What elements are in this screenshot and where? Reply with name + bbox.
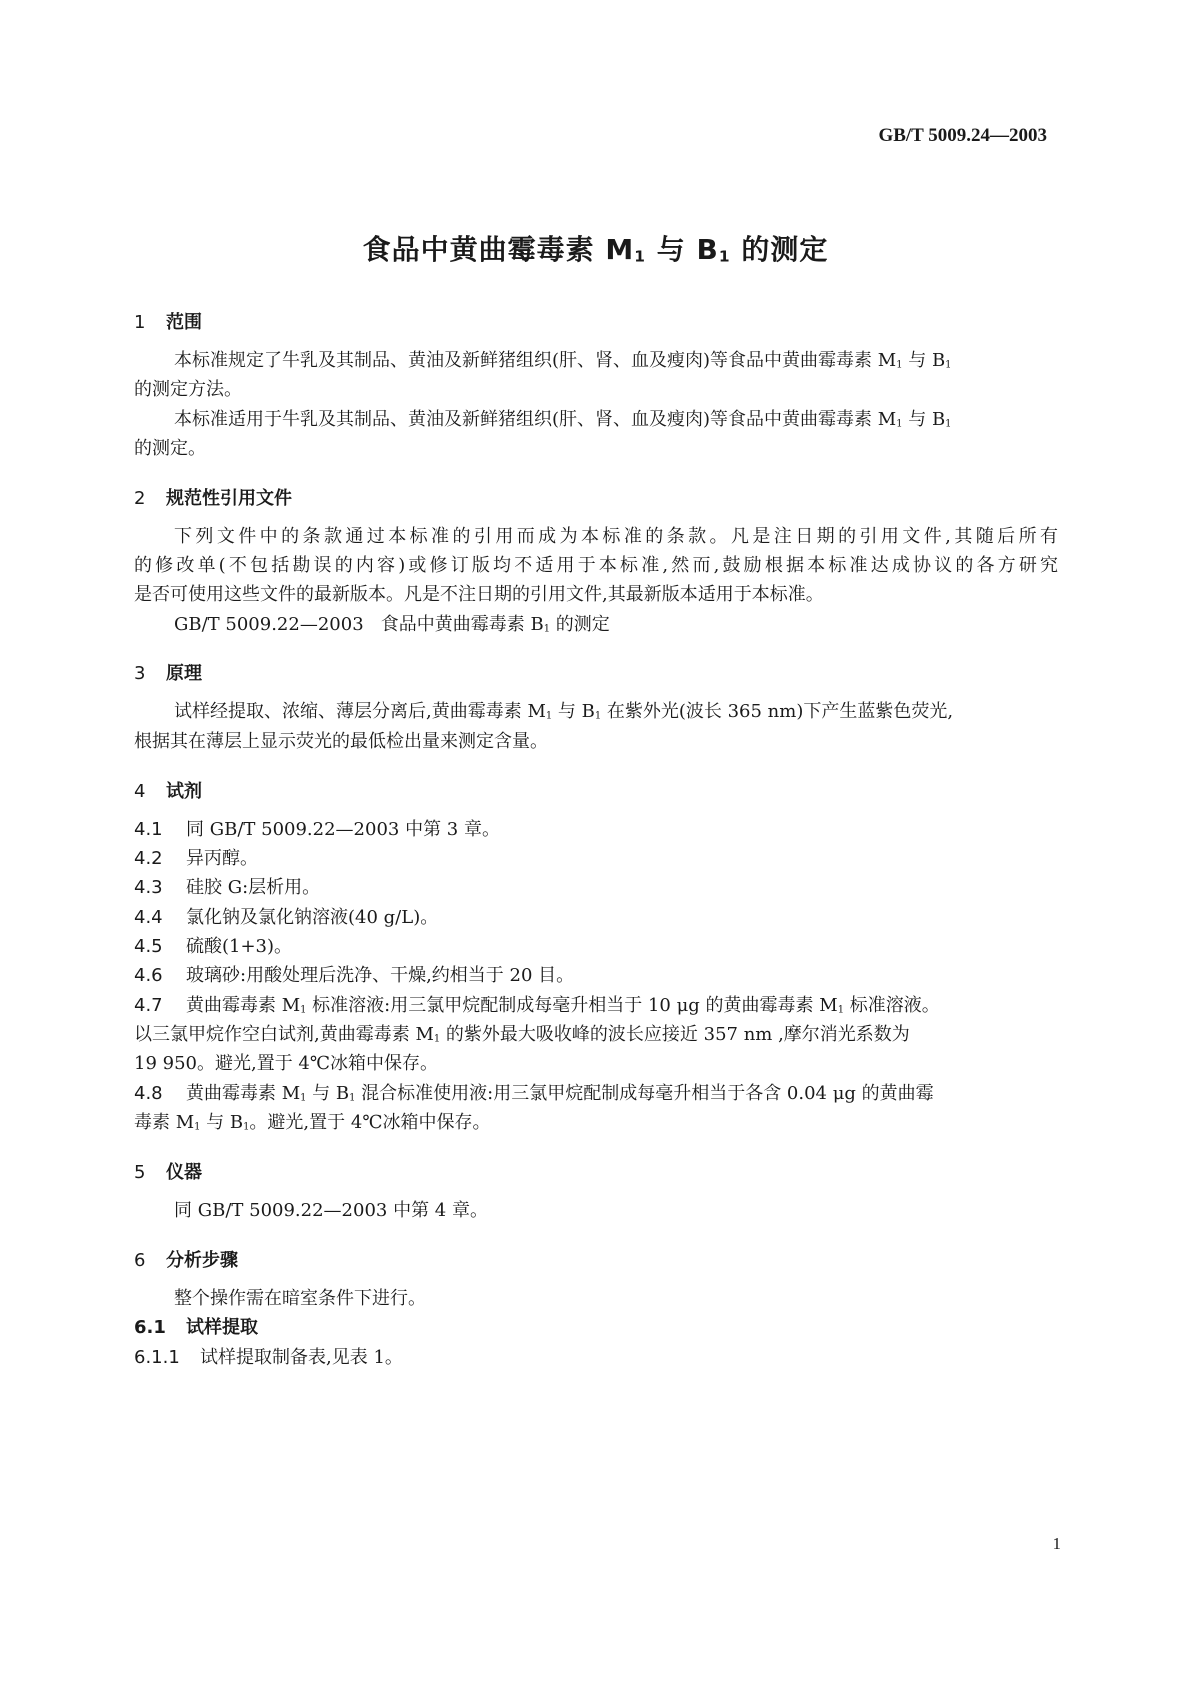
clause-number: 4.5 xyxy=(134,936,163,957)
paragraph-line xyxy=(174,349,1058,377)
section-number: 3 xyxy=(134,663,146,684)
section-number: 6 xyxy=(134,1250,146,1271)
page-number: 1 xyxy=(1052,1534,1061,1553)
title-subscript: 1 xyxy=(718,247,731,266)
section-title: 分析步骤 xyxy=(166,1250,238,1271)
subscript: 1 xyxy=(300,1092,307,1104)
clause-number: 6.1 xyxy=(134,1317,166,1338)
text-run: 与 B xyxy=(200,1112,244,1133)
clause-item xyxy=(134,1346,1058,1370)
clause-number: 4.2 xyxy=(134,848,163,869)
text-run: 。避光,置于 4℃冰箱中保存。 xyxy=(249,1112,491,1133)
clause-text: 硫酸(1+3)。 xyxy=(186,936,293,957)
text-run: 毒素 M xyxy=(134,1112,195,1133)
clause-item xyxy=(134,906,1058,930)
paragraph-line xyxy=(134,1023,1058,1051)
clause-number: 4.7 xyxy=(134,995,163,1016)
section-title: 仪器 xyxy=(166,1162,202,1183)
subscript: 1 xyxy=(300,1004,307,1016)
subscript: 1 xyxy=(194,1121,201,1133)
paragraph-line xyxy=(174,700,1058,728)
section-heading-apparatus xyxy=(134,1158,202,1184)
clause-item xyxy=(134,1082,1058,1110)
section-number: 5 xyxy=(134,1162,146,1183)
clause-item xyxy=(134,935,1058,959)
clause-text: 试样提取制备表,见表 1。 xyxy=(200,1347,403,1368)
text-run: 混合标准使用液:用三氯甲烷配制成每毫升相当于各含 0.04 μg 的黄曲霉 xyxy=(355,1083,934,1104)
paragraph-line: 19 950。避光,置于 4℃冰箱中保存。 xyxy=(134,1053,439,1074)
section-heading-reagents xyxy=(134,777,202,803)
subsection-title: 试样提取 xyxy=(186,1317,258,1338)
paragraph-line: 根据其在薄层上显示荧光的最低检出量来测定含量。 xyxy=(134,731,548,752)
subscript: 1 xyxy=(896,359,903,371)
paragraph-line xyxy=(134,1111,1058,1139)
text-run: 试样经提取、浓缩、薄层分离后,黄曲霉毒素 M xyxy=(174,701,546,722)
section-title: 范围 xyxy=(166,312,202,333)
clause-text: 玻璃砂:用酸处理后洗净、干燥,约相当于 20 目。 xyxy=(186,965,575,986)
clause-item xyxy=(134,994,1058,1022)
text-run: 与 B xyxy=(552,701,595,722)
text-run: 在紫外光(波长 365 nm)下产生蓝紫色荧光, xyxy=(601,701,954,722)
clause-item xyxy=(134,876,1058,900)
clause-item xyxy=(134,818,1058,842)
subscript: 1 xyxy=(945,359,952,371)
subscript: 1 xyxy=(433,1033,441,1045)
paragraph-line xyxy=(174,408,1058,436)
clause-number: 4.4 xyxy=(134,907,163,928)
subscript: 1 xyxy=(349,1092,356,1104)
title-part: 食品中黄曲霉毒素 M xyxy=(362,233,635,266)
section-title: 原理 xyxy=(166,663,202,684)
text-run: 黄曲霉毒素 M xyxy=(186,995,301,1016)
subsection-heading xyxy=(134,1316,1058,1340)
clause-number: 6.1.1 xyxy=(134,1347,180,1368)
text-run: 与 B xyxy=(902,409,946,430)
text-run: 黄曲霉毒素 M xyxy=(186,1083,301,1104)
text-run: 本标准适用于牛乳及其制品、黄油及新鲜猪组织(肝、肾、血及瘦肉)等食品中黄曲霉毒素 M xyxy=(174,409,897,430)
subscript: 1 xyxy=(945,418,952,430)
text-run: 标准溶液:用三氯甲烷配制成每毫升相当于 10 μg 的黄曲霉毒素 M xyxy=(306,995,838,1016)
clause-text: 氯化钠及氯化钠溶液(40 g/L)。 xyxy=(186,907,439,928)
subscript: 1 xyxy=(837,1004,844,1016)
title-part: 与 B xyxy=(646,233,719,266)
reference-entry xyxy=(174,613,1058,641)
text-run: 本标准规定了牛乳及其制品、黄油及新鲜猪组织(肝、肾、血及瘦肉)等食品中黄曲霉毒素 M xyxy=(174,350,897,371)
section-heading-procedure xyxy=(134,1246,238,1272)
text-run: 以三氯甲烷作空白试剂,黄曲霉毒素 M xyxy=(134,1024,434,1045)
clause-number: 4.8 xyxy=(134,1083,163,1104)
paragraph-line: 的测定方法。 xyxy=(134,379,242,400)
clause-number: 4.6 xyxy=(134,965,163,986)
subscript: 1 xyxy=(243,1121,250,1133)
standard-number: GB/T 5009.24—2003 xyxy=(878,125,1047,146)
section-title: 规范性引用文件 xyxy=(166,488,292,509)
paragraph-line: 的测定。 xyxy=(134,438,206,459)
text-run: GB/T 5009.22—2003 食品中黄曲霉毒素 B xyxy=(174,614,544,635)
title-subscript: 1 xyxy=(634,247,647,266)
subscript: 1 xyxy=(545,710,553,722)
title-part: 的测定 xyxy=(730,233,829,266)
paragraph-line: 整个操作需在暗室条件下进行。 xyxy=(174,1288,426,1309)
section-heading-scope xyxy=(134,308,202,334)
clause-number: 4.1 xyxy=(134,819,163,840)
subscript: 1 xyxy=(543,623,551,635)
text-run: 标准溶液。 xyxy=(843,995,940,1016)
clause-item xyxy=(134,964,1058,988)
document-title xyxy=(0,228,1191,268)
section-heading-normative-references xyxy=(134,484,292,510)
text-run: 的测定 xyxy=(550,614,610,635)
section-number: 4 xyxy=(134,781,146,802)
section-heading-principle xyxy=(134,659,202,685)
clause-number: 4.3 xyxy=(134,877,163,898)
text-run: 的紫外最大吸收峰的波长应接近 357 nm ,摩尔消光系数为 xyxy=(440,1024,910,1045)
paragraph-line: 的修改单(不包括勘误的内容)或修订版均不适用于本标准,然而,鼓励根据本标准达成协议的各方研究 xyxy=(134,555,1058,576)
clause-text: 硅胶 G:层析用。 xyxy=(186,877,321,898)
section-number: 1 xyxy=(134,312,146,333)
text-run: 与 B xyxy=(306,1083,350,1104)
paragraph-line: 是否可使用这些文件的最新版本。凡是不注日期的引用文件,其最新版本适用于本标准。 xyxy=(134,584,824,605)
subscript: 1 xyxy=(896,418,903,430)
section-number: 2 xyxy=(134,488,146,509)
clause-text: 异丙醇。 xyxy=(186,848,258,869)
paragraph-line: 同 GB/T 5009.22—2003 中第 4 章。 xyxy=(174,1200,488,1221)
paragraph-line: 下列文件中的条款通过本标准的引用而成为本标准的条款。凡是注日期的引用文件,其随后所有 xyxy=(174,526,1058,547)
clause-item xyxy=(134,847,1058,871)
section-title: 试剂 xyxy=(166,781,202,802)
subscript: 1 xyxy=(594,710,602,722)
clause-text: 同 GB/T 5009.22—2003 中第 3 章。 xyxy=(186,819,500,840)
text-run: 与 B xyxy=(902,350,946,371)
